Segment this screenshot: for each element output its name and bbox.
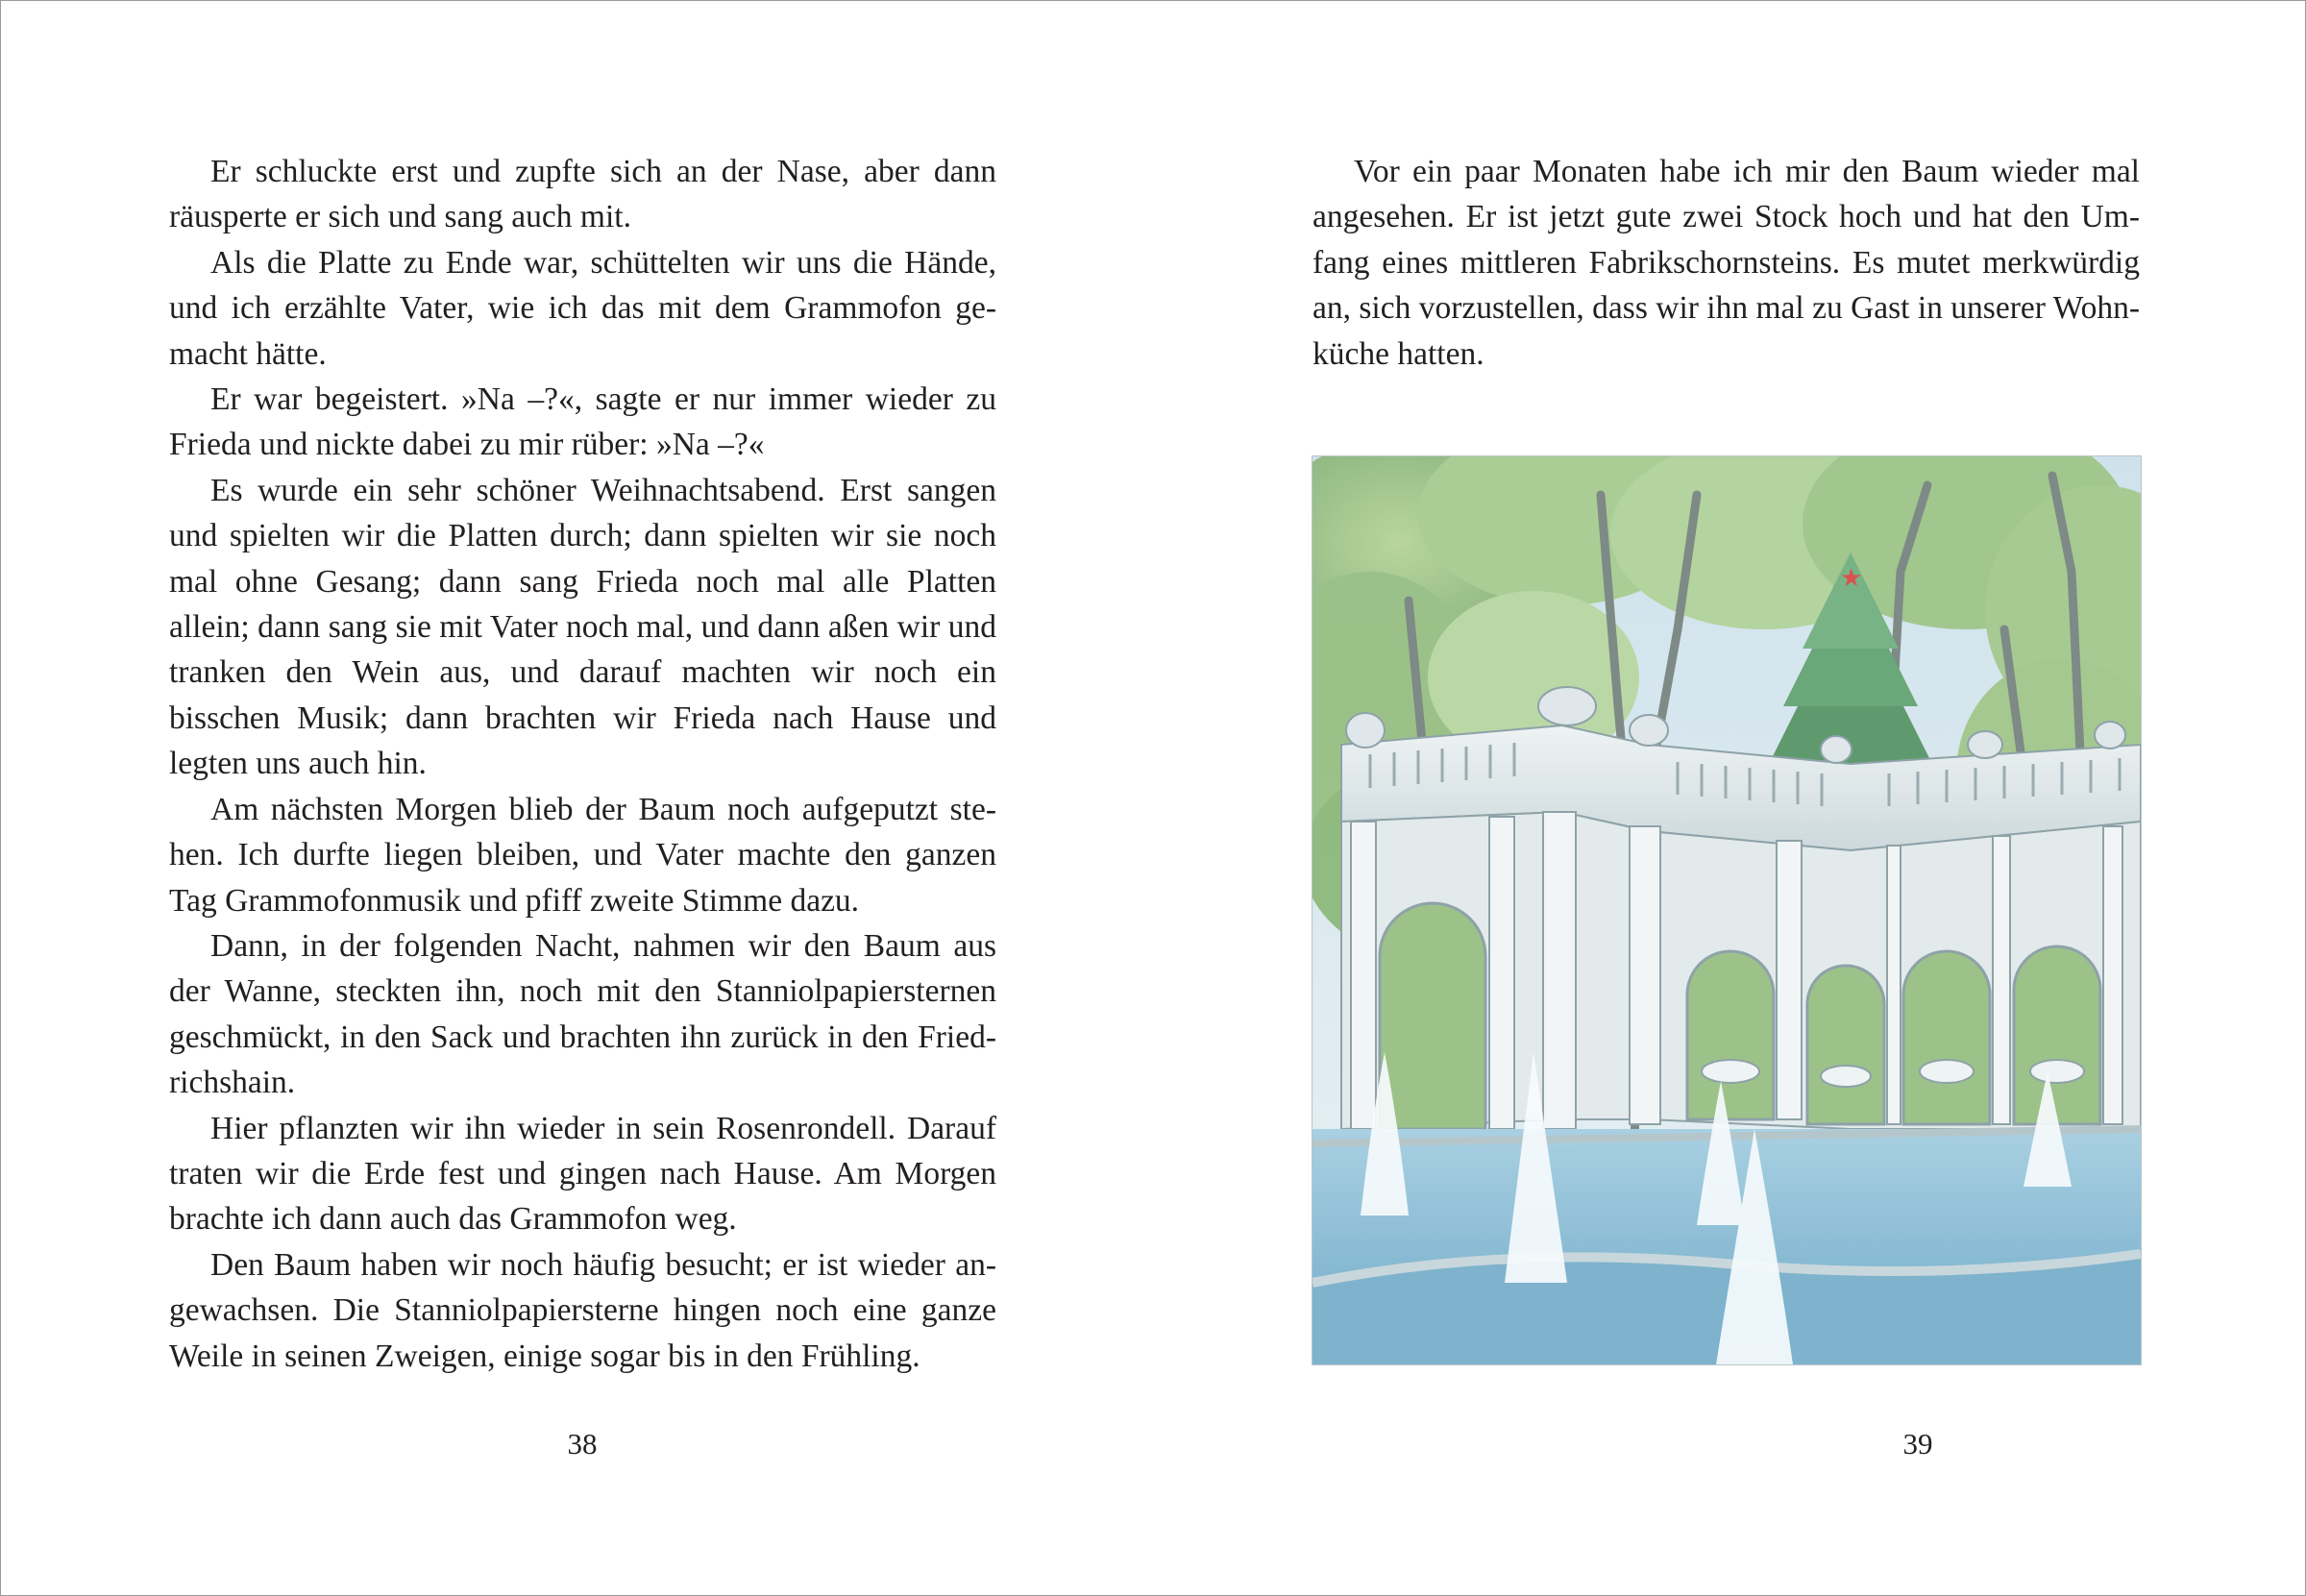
paragraph: Dann, in der folgenden Nacht, nahmen wir den Baum aus der Wanne, steckten ihn, noch mit den Stanniolpapiersternen geschmückt, in den Sack und brachten ihn zurück in den Friedrichshain. (169, 927, 996, 1101)
paragraph: Vor ein paar Monaten habe ich mir den Baum wieder mal angesehen. Er ist jetzt gute zwei Stock hoch und hat den Umfang eines mittleren Fabrikschornsteins. Es mutet merkwürdig an, sich vorzustellen, dass wir ihn mal zu Gast in unserer Wohnküche hatten. (1312, 154, 2140, 372)
colonnade (1341, 687, 2141, 1129)
paragraph: Am nächsten Morgen blieb der Baum noch aufgeputzt stehen. Ich durfte liegen bleiben, und Vater machte den ganzen Tag Grammofonmusik und pfiff zweite Stimme dazu. (169, 791, 996, 919)
right-page (1154, 1, 2306, 1595)
star-icon: ★ (1840, 564, 1863, 593)
paragraph: Als die Platte zu Ende war, schüttelten wir uns die Hände, und ich erzählte Vater, wie ich das mit dem Grammofon gemacht hätte. (169, 244, 996, 372)
right-page-text (1312, 149, 2140, 377)
left-page-text (169, 149, 996, 1379)
page-number-right: 39 (1902, 1427, 1933, 1461)
paragraph: Es wurde ein sehr schöner Weihnachtsabend. Erst sangen und spielten wir die Platten durch; dann spielten wir sie noch mal ohne Gesang; dann sang Frieda noch mal alle Platten allein; dann sang sie mit Vater noch mal, und dann aßen wir und tranken den Wein aus, und darauf machten wir noch ein bisschen Musik; dann brachten wir Frieda nach Hause und legten uns auch hin. (169, 472, 996, 782)
paragraph: Den Baum haben wir noch häufig besucht; er ist wieder angewachsen. Die Stanniolpapiersterne hingen noch eine ganze Weile in seinen Zweigen, einige sogar bis in den Frühling. (169, 1246, 996, 1374)
page-number-left: 38 (567, 1427, 598, 1461)
fountain-illustration (1312, 455, 2142, 1365)
paragraph: Er schluckte erst und zupfte sich an der Nase, aber dann räusperte er sich und sang auch mit. (169, 154, 996, 235)
paragraph: Hier pflanzten wir ihn wieder in sein Rosenrondell. Darauf traten wir die Erde fest und gingen nach Hause. Am Morgen brachte ich dann auch das Grammofon weg. (169, 1110, 996, 1238)
paragraph: Er war begeistert. »Na –?«, sagte er nur immer wieder zu Frieda und nickte dabei zu mir rüber: »Na –?« (169, 381, 996, 463)
left-page (1, 1, 1154, 1595)
